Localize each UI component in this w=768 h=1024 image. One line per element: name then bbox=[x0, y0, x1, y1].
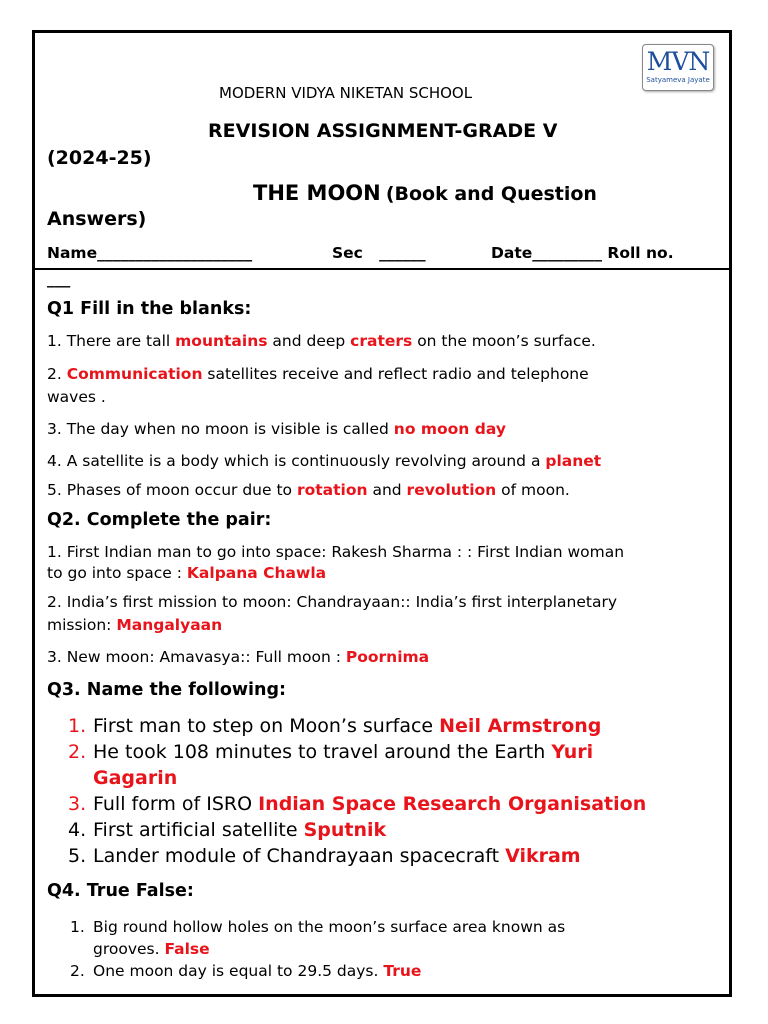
q3-item-3-text: Full form of ISRO bbox=[93, 793, 259, 815]
q3-item-4-text: First artificial satellite bbox=[93, 819, 304, 841]
q1-item-5-answer-1: rotation bbox=[296, 481, 368, 499]
q1-item-5-text-3: of moon. bbox=[496, 481, 570, 499]
q3-item-2-text: He took 108 minutes to travel around the Earth bbox=[93, 741, 552, 763]
q1-item-4-answer: planet bbox=[545, 452, 602, 470]
q4-title: Q4. True False: bbox=[47, 881, 194, 901]
q1-item-3-text: 3. The day when no moon is visible is called bbox=[47, 420, 394, 438]
q4-item-1-cont bbox=[93, 940, 210, 958]
q3-item-2 bbox=[68, 741, 593, 763]
name-label: Name bbox=[47, 244, 98, 262]
q3-item-1-answer: Neil Armstrong bbox=[439, 715, 602, 737]
q1-item-2-cont: waves . bbox=[47, 388, 106, 406]
roll-blank: ___ bbox=[47, 270, 71, 288]
q1-item-3 bbox=[47, 420, 506, 438]
q2-item-3-answer: Poornima bbox=[345, 648, 430, 666]
q2-item-3 bbox=[47, 648, 429, 666]
academic-year: (2024-25) bbox=[47, 147, 152, 169]
q1-item-1 bbox=[47, 332, 596, 350]
sec-field bbox=[332, 244, 426, 262]
q4-item-2-text: One moon day is equal to 29.5 days. bbox=[93, 962, 384, 980]
q3-item-1-text: First man to step on Moon’s surface bbox=[93, 715, 440, 737]
q3-item-2-answer: Yuri bbox=[551, 741, 594, 763]
header-divider bbox=[35, 268, 729, 270]
q3-item-2-answer-cont: Gagarin bbox=[93, 767, 178, 789]
assignment-title: REVISION ASSIGNMENT-GRADE V bbox=[208, 120, 558, 142]
q3-item-2-number: 2. bbox=[68, 741, 87, 763]
student-info-row bbox=[47, 244, 252, 262]
q4-item-1-text-2: grooves. bbox=[93, 940, 165, 958]
school-name: MODERN VIDYA NIKETAN SCHOOL bbox=[219, 84, 473, 102]
logo-motto: Satyameva Jayate bbox=[646, 76, 710, 84]
q3-item-3-answer: Indian Space Research Organisation bbox=[258, 793, 647, 815]
q3-item-4-number: 4. bbox=[68, 819, 87, 841]
q1-item-2-answer: Communication bbox=[66, 365, 203, 383]
q2-item-2: 2. India’s first mission to moon: Chandrayaan:: India’s first interplanetary bbox=[47, 593, 617, 611]
q2-item-1: 1. First Indian man to go into space: Rakesh Sharma : : First Indian woman bbox=[47, 543, 625, 561]
q4-item-2 bbox=[70, 962, 421, 980]
school-logo bbox=[642, 44, 714, 91]
q4-item-1-answer: False bbox=[164, 940, 210, 958]
q2-item-2-cont bbox=[47, 616, 222, 634]
q1-item-2 bbox=[47, 365, 589, 383]
q1-item-1-answer-2: craters bbox=[350, 332, 413, 350]
q1-item-2-text: 2. bbox=[47, 365, 67, 383]
q2-item-2-answer: Mangalyaan bbox=[116, 616, 223, 634]
q4-item-2-answer: True bbox=[383, 962, 422, 980]
q1-item-4-text: 4. A satellite is a body which is continuously revolving around a bbox=[47, 452, 546, 470]
q2-item-2-text: mission: bbox=[47, 616, 117, 634]
q3-item-5-text: Lander module of Chandrayaan spacecraft bbox=[93, 845, 506, 867]
date-blank: _________ bbox=[532, 244, 602, 262]
name-blank: ____________________ bbox=[97, 244, 253, 262]
q2-item-1-cont bbox=[47, 564, 326, 582]
subject-title bbox=[253, 181, 597, 205]
q3-title: Q3. Name the following: bbox=[47, 680, 287, 700]
q3-item-3-number: 3. bbox=[68, 793, 87, 815]
q1-item-4 bbox=[47, 452, 601, 470]
subject-title-main: THE MOON bbox=[253, 181, 381, 205]
q1-item-1-text: 1. There are tall bbox=[47, 332, 176, 350]
q3-item-2-cont bbox=[93, 767, 177, 789]
date-label: Date bbox=[491, 244, 533, 262]
q1-item-5-text-2: and bbox=[367, 481, 407, 499]
logo-text: MVN bbox=[646, 47, 710, 76]
q3-item-1-number: 1. bbox=[68, 715, 87, 737]
sec-label: Sec bbox=[332, 244, 363, 262]
q4-item-2-number: 2. bbox=[70, 962, 85, 980]
subject-title-rest: (Book and Question bbox=[385, 183, 597, 205]
q1-item-5-answer-2: revolution bbox=[406, 481, 497, 499]
subject-title-cont: Answers) bbox=[47, 208, 147, 230]
q1-item-2-text-2: satellites receive and reflect radio and telephone bbox=[202, 365, 589, 383]
q4-item-1-text: Big round hollow holes on the moon’s surface area known as bbox=[93, 918, 566, 936]
q2-item-1-text: to go into space : bbox=[47, 564, 187, 582]
q1-item-3-answer: no moon day bbox=[393, 420, 506, 438]
q1-item-1-text-3: on the moon’s surface. bbox=[412, 332, 596, 350]
q3-item-1 bbox=[68, 715, 601, 737]
q2-item-1-answer: Kalpana Chawla bbox=[186, 564, 327, 582]
q1-item-5 bbox=[47, 481, 570, 499]
q2-item-3-text: 3. New moon: Amavasya:: Full moon : bbox=[47, 648, 346, 666]
q4-item-1-number: 1. bbox=[70, 918, 85, 936]
q1-item-1-text-2: and deep bbox=[267, 332, 351, 350]
q1-item-1-answer-1: mountains bbox=[175, 332, 268, 350]
q1-title: Q1 Fill in the blanks: bbox=[47, 299, 252, 319]
q4-item-1 bbox=[70, 918, 565, 936]
sec-blank: ______ bbox=[379, 244, 426, 262]
roll-label: Roll no. bbox=[607, 244, 674, 262]
q3-item-3 bbox=[68, 793, 646, 815]
q3-item-4 bbox=[68, 819, 386, 841]
q1-item-5-text: 5. Phases of moon occur due to bbox=[47, 481, 297, 499]
q2-title: Q2. Complete the pair: bbox=[47, 510, 272, 530]
q3-item-5 bbox=[68, 845, 581, 867]
q3-item-5-number: 5. bbox=[68, 845, 87, 867]
date-field bbox=[491, 244, 674, 262]
q3-item-4-answer: Sputnik bbox=[303, 819, 387, 841]
q3-item-5-answer: Vikram bbox=[505, 845, 581, 867]
